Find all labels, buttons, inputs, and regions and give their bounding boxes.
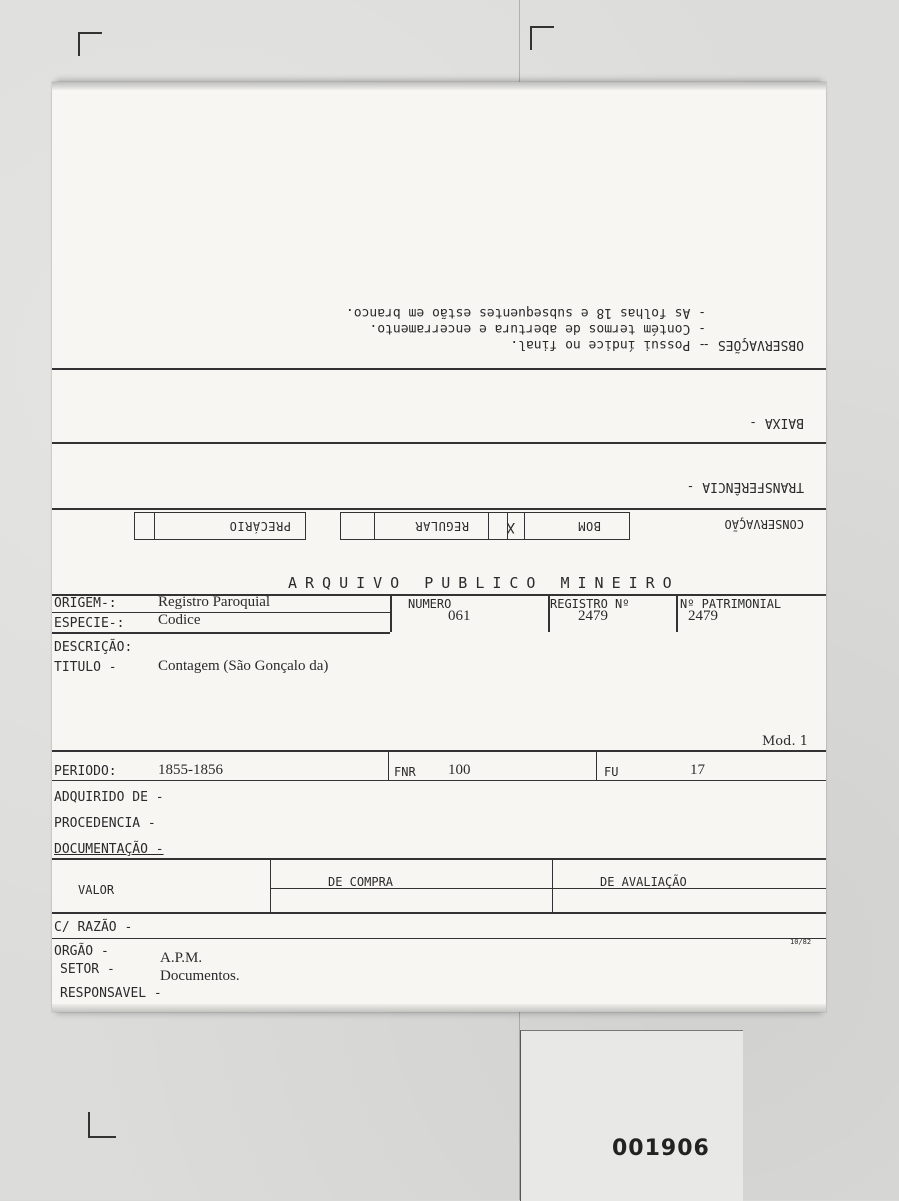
observacoes-line-3: - As folhas 18 e subsequentes estão em branco.	[345, 305, 706, 320]
form-code: 10/82	[790, 938, 812, 946]
valor-col-divider-2	[552, 858, 553, 912]
patrimonial-value: 2479	[688, 608, 718, 624]
patrimonial-label: Nº PATRIMONIAL	[680, 597, 782, 611]
razao-label: C/ RAZÃO -	[54, 920, 133, 935]
adquirido-label: ADQUIRIDO DE -	[54, 790, 164, 805]
valor-bottom-line	[52, 912, 826, 914]
bom-check-divider	[524, 513, 525, 539]
conservacao-label: CONSERVAÇÃO	[724, 517, 804, 531]
origem-label: ORIGEM-:	[54, 596, 117, 611]
bom-check-mark: X	[506, 519, 515, 535]
fnr-label: FNR	[394, 765, 416, 779]
regular-label: REGULAR	[414, 519, 469, 533]
valor-top-line	[52, 858, 826, 860]
de-compra-label: DE COMPRA	[328, 875, 394, 889]
registro-value: 2479	[578, 608, 608, 624]
precario-check-divider	[154, 513, 155, 539]
mod-label: Mod. 1	[762, 734, 808, 749]
periodo-bottom-line	[52, 780, 826, 781]
periodo-top-line	[52, 750, 826, 752]
descricao-label: DESCRIÇÃO:	[54, 640, 133, 655]
valor-label: VALOR	[78, 883, 115, 897]
fu-label: FU	[604, 765, 619, 779]
col-divider-3	[676, 594, 678, 632]
periodo-label: PERIODO:	[54, 764, 117, 779]
crop-mark-top-center	[530, 26, 554, 50]
conservacao-precario-option[interactable]	[134, 512, 306, 540]
card-bottom-edge	[52, 1004, 826, 1012]
regular-check-divider	[374, 513, 375, 539]
documentacao-label: DOCUMENTAÇÃO -	[54, 842, 164, 857]
paper-stub	[520, 1030, 743, 1201]
origem-underline	[52, 612, 390, 613]
crop-mark-bottom-left	[88, 1112, 116, 1138]
responsavel-label: RESPONSAVEL -	[60, 986, 162, 1001]
registro-label: REGISTRO Nº	[550, 597, 630, 611]
reverse-divider-2	[52, 442, 826, 444]
col-divider-1	[390, 594, 392, 632]
procedencia-label: PROCEDENCIA -	[54, 816, 156, 831]
setor-label: SETOR -	[60, 962, 115, 977]
valor-col-divider-1	[270, 858, 271, 912]
origem-bottom-line	[52, 632, 390, 634]
baixa-label: BAIXA -	[749, 415, 804, 430]
razao-bottom-line	[52, 938, 826, 939]
stub-number: 001906	[612, 1136, 710, 1161]
numero-value: 061	[448, 608, 471, 624]
especie-label: ESPECIE-:	[54, 616, 125, 631]
periodo-col-divider-1	[388, 752, 389, 780]
archive-header-title: ARQUIVO PUBLICO MINEIRO	[288, 574, 680, 592]
observacoes-label: OBSERVAÇÕES -	[702, 337, 804, 352]
reverse-divider-3	[52, 508, 826, 510]
conservacao-bom-option[interactable]	[488, 512, 630, 540]
crop-mark-top-left	[78, 32, 102, 56]
titulo-label: TITULO -	[54, 660, 117, 675]
fnr-value: 100	[448, 762, 471, 778]
catalog-card	[52, 82, 826, 1012]
valor-mid-line	[270, 888, 826, 889]
bom-label: BOM	[577, 519, 601, 533]
periodo-value: 1855-1856	[158, 762, 223, 778]
periodo-col-divider-2	[596, 752, 597, 780]
transferencia-label: TRANSFERÊNCIA -	[686, 479, 804, 494]
titulo-value: Contagem (São Gonçalo da)	[158, 658, 329, 674]
observacoes-line-1: - Possui índice no final.	[510, 337, 706, 352]
precario-label: PRECÁRIO	[229, 519, 291, 533]
setor-value: Documentos.	[160, 968, 240, 984]
card-reverse-half	[52, 82, 826, 556]
fu-value: 17	[690, 762, 705, 778]
observacoes-line-2: - Contém termos de abertura e encerramento.	[369, 321, 706, 336]
de-avaliacao-label: DE AVALIAÇÃO	[600, 875, 687, 889]
orgao-value: A.P.M.	[160, 950, 203, 966]
orgao-label: ORGÃO -	[54, 944, 109, 959]
reverse-divider-1	[52, 368, 826, 370]
conservacao-regular-option[interactable]	[340, 512, 508, 540]
numero-label: NUMERO	[408, 597, 452, 611]
especie-value: Codice	[158, 612, 201, 628]
origem-value: Registro Paroquial	[158, 594, 271, 610]
